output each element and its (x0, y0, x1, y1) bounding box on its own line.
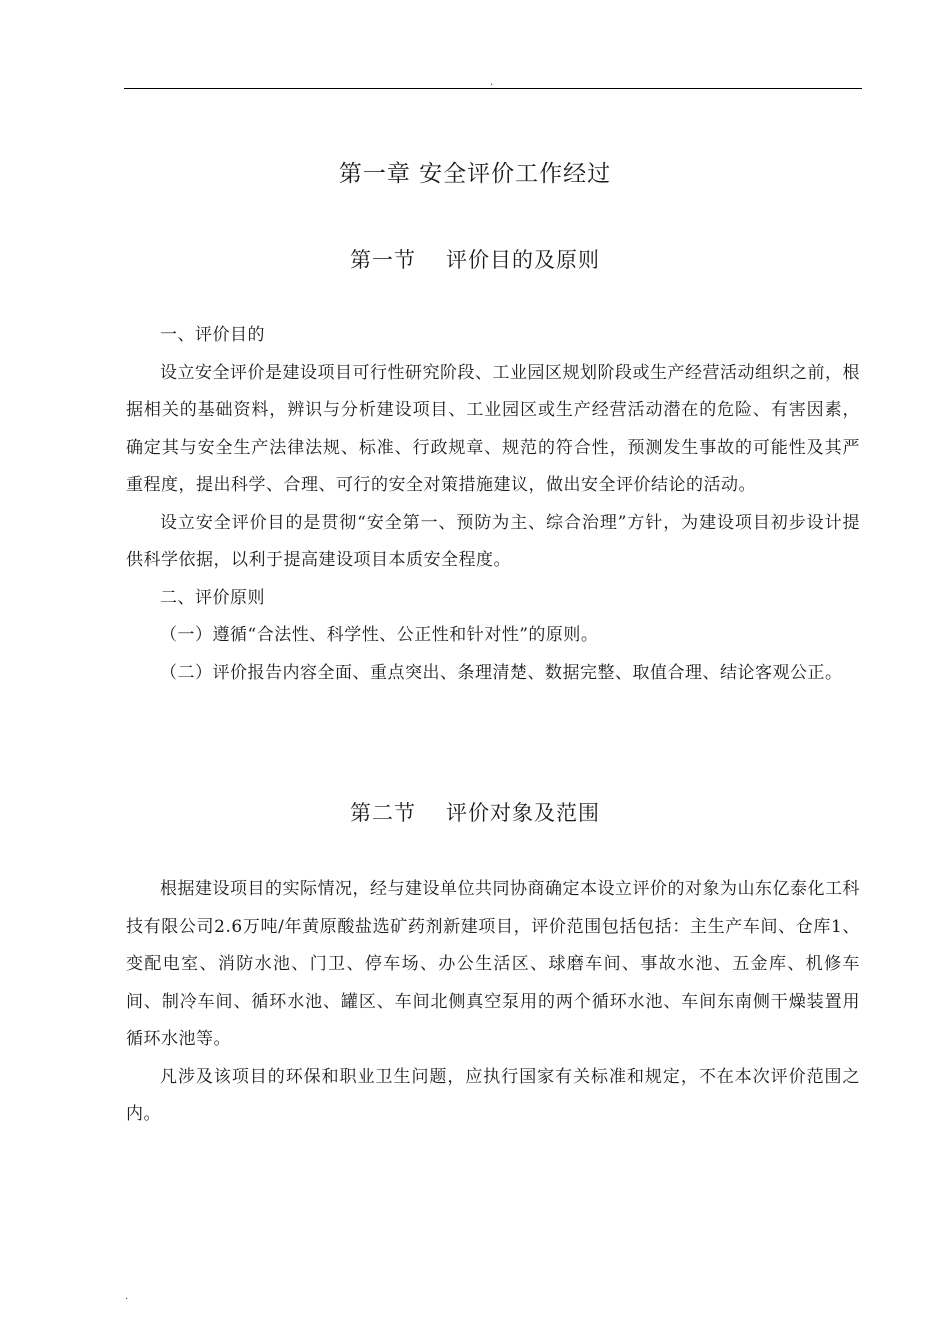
principle-item-2: （二）评价报告内容全面、重点突出、条理清楚、数据完整、取值合理、结论客观公正。 (160, 662, 843, 683)
section-1-title (0, 244, 950, 276)
section-2-number: 第二节 (350, 801, 416, 825)
purpose-paragraph-1: 设立安全评价是建设项目可行性研究阶段、工业园区规划阶段或生产经营活动组织之前，根据相关的基础资料，辨识与分析建设项目、工业园区或生产经营活动潜在的危险、有害因素，确定其与安全生产法律法规、标准、行政规章、规范的符合性，预测发生事故的可能性及其严重程度，提出科学、合理、可行的安全对策措施建议，做出安全评价结论的活动。 (126, 362, 860, 495)
scope-paragraph-1: 根据建设项目的实际情况，经与建设单位共同协商确定本设立评价的对象为山东亿泰化工科技有限公司2.6万吨/年黄原酸盐选矿药剂新建项目，评价范围包括包括：主生产车间、仓库1、变配电室、消防水池、门卫、停车场、办公生活区、球磨车间、事故水池、五金库、机修车间、制冷车间、循环水池、罐区、车间北侧真空泵用的两个循环水池、车间东南侧干燥装置用循环水池等。 (126, 879, 860, 1049)
section-2-title (0, 797, 950, 829)
section-2-heading: 评价对象及范围 (446, 801, 600, 825)
section-1-number: 第一节 (350, 248, 416, 272)
chapter-title: 第一章 安全评价工作经过 (338, 161, 612, 187)
purpose-heading: 一、评价目的 (160, 325, 265, 345)
header-rule (124, 88, 862, 89)
scope-paragraph-2: 凡涉及该项目的环保和职业卫生问题，应执行国家有关标准和规定，不在本次评价范围之内。 (126, 1066, 860, 1124)
footer-mark: . (125, 1291, 129, 1302)
purpose-paragraph-2: 设立安全评价目的是贯彻“安全第一、预防为主、综合治理”方针，为建设项目初步设计提供科学依据，以利于提高建设项目本质安全程度。 (126, 512, 860, 570)
section-1-heading: 评价目的及原则 (446, 248, 600, 272)
header-mark: . (490, 77, 494, 88)
principle-heading: 二、评价原则 (160, 587, 265, 608)
principle-item-1: （一）遵循“合法性、科学性、公正性和针对性”的原则。 (160, 625, 599, 645)
section-1-body (126, 317, 860, 692)
section-2-body (126, 871, 860, 1134)
